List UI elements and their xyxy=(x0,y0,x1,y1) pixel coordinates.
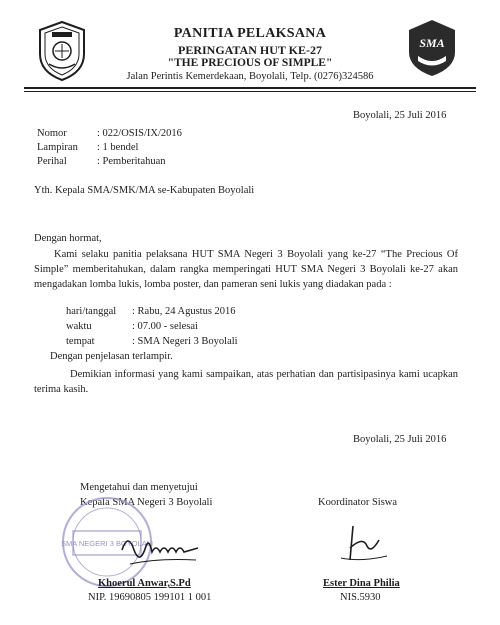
recipient: Yth. Kepala SMA/SMK/MA se-Kabupaten Boyolali xyxy=(34,185,255,196)
meta-value-perihal: : Pemberitahuan xyxy=(97,156,166,167)
detail-value-time: : 07.00 - selesai xyxy=(132,321,198,332)
closing-paragraph: Demikian informasi yang kami sampaikan, atas perhatian dan partisipasinya kami ucapkan terima kasih. xyxy=(34,369,458,396)
principal-signature xyxy=(118,520,208,580)
meta-label-lampiran: Lampiran xyxy=(37,142,78,153)
detail-label-place: tempat xyxy=(66,336,95,347)
stamp-text: SMA NEGERI 3 BOYOLALI xyxy=(60,539,154,548)
letterhead-rule-thick xyxy=(24,87,476,89)
letterhead-rule-thin xyxy=(24,91,476,92)
event-theme: "THE PRECIOUS OF SIMPLE" xyxy=(167,57,333,69)
greeting: Dengan hormat, xyxy=(34,233,102,244)
principal-nip: NIP. 19690805 199101 1 001 xyxy=(88,592,212,603)
org-address: Jalan Perintis Kemerdekaan, Boyolali, Telp. (0276)324586 xyxy=(126,71,374,82)
coordinator-name: Ester Dina Philia xyxy=(323,578,400,589)
approval-line: Mengetahui dan menyetujui xyxy=(80,482,198,493)
coordinator-title: Koordinator Siswa xyxy=(318,497,398,508)
coordinator-signature xyxy=(333,518,393,568)
school-logo xyxy=(406,18,458,78)
detail-value-date: : Rabu, 24 Agustus 2016 xyxy=(132,306,236,317)
meta-label-perihal: Perihal xyxy=(37,156,67,167)
meta-value-lampiran: : 1 bendel xyxy=(97,142,139,153)
letter-date-top: Boyolali, 25 Juli 2016 xyxy=(353,110,447,121)
explanation-line: Dengan penjelasan terlampir. xyxy=(50,351,173,362)
meta-value-nomor: : 022/OSIS/IX/2016 xyxy=(97,128,182,139)
approver-title: Kepala SMA Negeri 3 Boyolali xyxy=(80,497,213,508)
coordinator-nis: NIS.5930 xyxy=(340,592,381,603)
school-logo-text: SMA xyxy=(419,36,445,50)
letter-date-bottom: Boyolali, 25 Juli 2016 xyxy=(353,434,447,445)
org-name: PANITIA PELAKSANA xyxy=(173,26,327,41)
event-name: PERINGATAN HUT KE-27 xyxy=(177,43,322,57)
detail-label-time: waktu xyxy=(66,321,92,332)
meta-label-nomor: Nomor xyxy=(37,128,67,139)
principal-name: Khoerul Anwar,S.Pd xyxy=(98,578,191,589)
detail-label-date: hari/tanggal xyxy=(66,306,117,317)
body-paragraph: Kami selaku panitia pelaksana HUT SMA Negeri 3 Boyolali yang ke-27 “The Precious Of Simple” memberitahukan, dalam rangka memperingati HUT SMA Negeri 3 Boyolali ke-27 akan mengadakan lomba lukis, lomba poster, dan pameran seni lukis yang diadakan pada : xyxy=(34,249,458,291)
detail-value-place: : SMA Negeri 3 Boyolali xyxy=(132,336,238,347)
